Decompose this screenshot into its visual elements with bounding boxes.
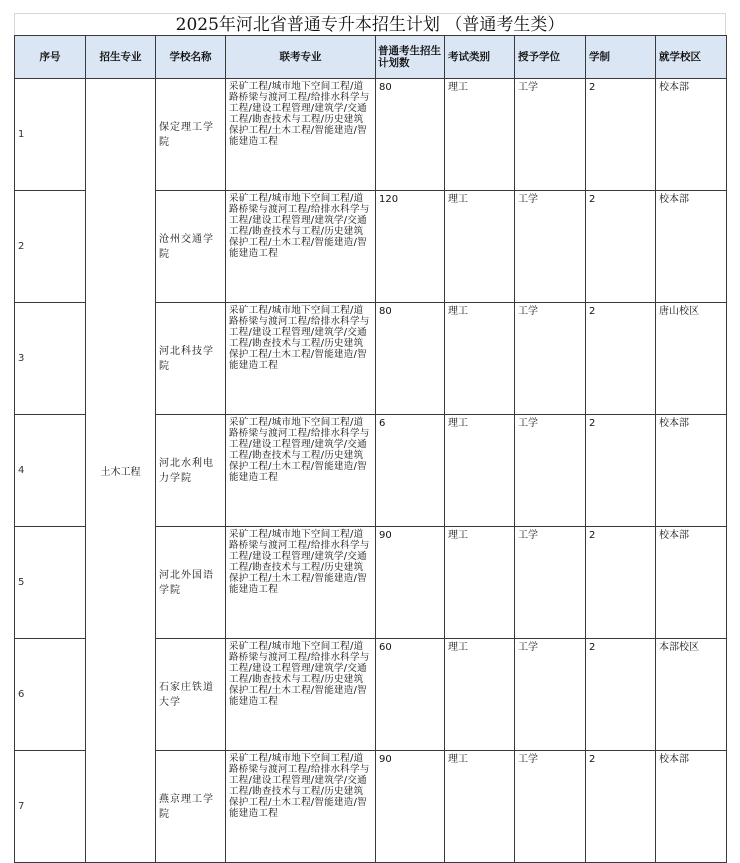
header-category: 考试类别 — [445, 36, 515, 79]
exam-category: 理工 — [445, 751, 515, 863]
exam-majors: 采矿工程/城市地下空间工程/道路桥梁与渡河工程/给排水科学与工程/建设工程管理/建筑学/交通工程/勘查技术与工程/历史建筑保护工程/土木工程/智能建造/智能建造工程 — [226, 527, 376, 639]
exam-majors: 采矿工程/城市地下空间工程/道路桥梁与渡河工程/给排水科学与工程/建设工程管理/建筑学/交通工程/勘查技术与工程/历史建筑保护工程/土木工程/智能建造/智能建造工程 — [226, 639, 376, 751]
campus: 本部校区 — [656, 639, 727, 751]
degree: 工学 — [515, 527, 586, 639]
school-name: 河北水利电力学院 — [156, 415, 226, 527]
exam-majors: 采矿工程/城市地下空间工程/道路桥梁与渡河工程/给排水科学与工程/建设工程管理/建筑学/交通工程/勘查技术与工程/历史建筑保护工程/土木工程/智能建造/智能建造工程 — [226, 303, 376, 415]
exam-majors: 采矿工程/城市地下空间工程/道路桥梁与渡河工程/给排水科学与工程/建设工程管理/建筑学/交通工程/勘查技术与工程/历史建筑保护工程/土木工程/智能建造/智能建造工程 — [226, 415, 376, 527]
years: 2 — [586, 415, 656, 527]
school-name: 保定理工学院 — [156, 79, 226, 191]
campus: 校本部 — [656, 751, 727, 863]
row-seq: 2 — [15, 191, 86, 303]
header-years: 学制 — [586, 36, 656, 79]
exam-majors: 采矿工程/城市地下空间工程/道路桥梁与渡河工程/给排水科学与工程/建设工程管理/建筑学/交通工程/勘查技术与工程/历史建筑保护工程/土木工程/智能建造/智能建造工程 — [226, 79, 376, 191]
header-major: 招生专业 — [86, 36, 156, 79]
plan-count: 90 — [376, 751, 445, 863]
exam-majors: 采矿工程/城市地下空间工程/道路桥梁与渡河工程/给排水科学与工程/建设工程管理/建筑学/交通工程/勘查技术与工程/历史建筑保护工程/土木工程/智能建造/智能建造工程 — [226, 751, 376, 863]
campus: 唐山校区 — [656, 303, 727, 415]
row-seq: 7 — [15, 751, 86, 863]
years: 2 — [586, 751, 656, 863]
exam-category: 理工 — [445, 191, 515, 303]
plan-count: 80 — [376, 303, 445, 415]
exam-category: 理工 — [445, 527, 515, 639]
plan-count: 80 — [376, 79, 445, 191]
row-seq: 3 — [15, 303, 86, 415]
header-campus: 就学校区 — [656, 36, 727, 79]
exam-category: 理工 — [445, 415, 515, 527]
school-name: 河北外国语学院 — [156, 527, 226, 639]
row-seq: 4 — [15, 415, 86, 527]
years: 2 — [586, 191, 656, 303]
years: 2 — [586, 79, 656, 191]
degree: 工学 — [515, 79, 586, 191]
campus: 校本部 — [656, 191, 727, 303]
campus: 校本部 — [656, 415, 727, 527]
school-name: 河北科技学院 — [156, 303, 226, 415]
row-seq: 5 — [15, 527, 86, 639]
row-seq: 1 — [15, 79, 86, 191]
school-name: 沧州交通学院 — [156, 191, 226, 303]
exam-category: 理工 — [445, 639, 515, 751]
degree: 工学 — [515, 415, 586, 527]
school-name: 燕京理工学院 — [156, 751, 226, 863]
plan-count: 60 — [376, 639, 445, 751]
exam-category: 理工 — [445, 79, 515, 191]
row-seq: 6 — [15, 639, 86, 751]
header-row — [15, 36, 727, 79]
plan-count: 90 — [376, 527, 445, 639]
header-school: 学校名称 — [156, 36, 226, 79]
plan-count: 6 — [376, 415, 445, 527]
campus: 校本部 — [656, 527, 727, 639]
years: 2 — [586, 527, 656, 639]
header-plan: 普通考生招生计划数 — [376, 36, 445, 79]
school-name: 石家庄铁道大学 — [156, 639, 226, 751]
degree: 工学 — [515, 303, 586, 415]
header-seq: 序号 — [15, 36, 86, 79]
degree: 工学 — [515, 751, 586, 863]
table-row — [15, 79, 727, 191]
exam-category: 理工 — [445, 303, 515, 415]
exam-majors: 采矿工程/城市地下空间工程/道路桥梁与渡河工程/给排水科学与工程/建设工程管理/建筑学/交通工程/勘查技术与工程/历史建筑保护工程/土木工程/智能建造/智能建造工程 — [226, 191, 376, 303]
major-cell: 土木工程 — [86, 79, 156, 863]
plan-count: 120 — [376, 191, 445, 303]
years: 2 — [586, 639, 656, 751]
page-title: 2025年河北省普通专升本招生计划 （普通考生类） — [14, 13, 726, 35]
enrollment-table — [14, 35, 727, 863]
years: 2 — [586, 303, 656, 415]
campus: 校本部 — [656, 79, 727, 191]
header-exam-majors: 联考专业 — [226, 36, 376, 79]
header-degree: 授予学位 — [515, 36, 586, 79]
degree: 工学 — [515, 191, 586, 303]
degree: 工学 — [515, 639, 586, 751]
